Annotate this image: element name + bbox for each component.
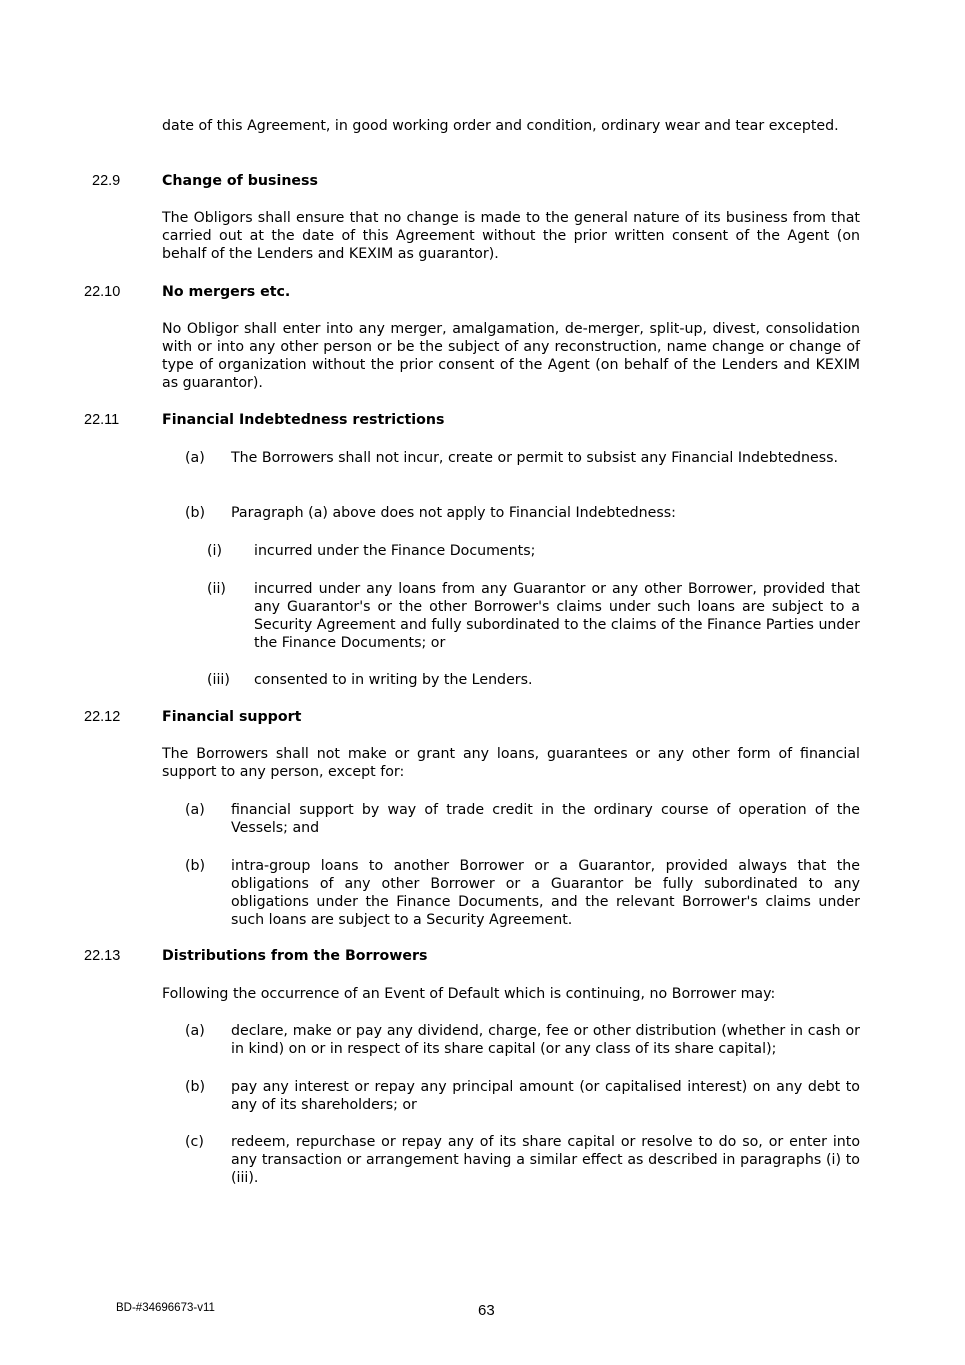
- section-22-11-number: 22.11: [84, 412, 120, 428]
- section-22-12-body: The Borrowers shall not make or grant any loans, guarantees or any other form of financial support to any person, except for:: [162, 746, 860, 780]
- section-22-9-body: The Obligors shall ensure that no change is made to the general nature of its business from that carried out at the date of this Agreement without the prior written consent of the Agent (on behalf of the Lenders and KEXIM as guarantor).: [162, 210, 860, 262]
- section-22-13-c-text: redeem, repurchase or repay any of its share capital or resolve to do so, or enter into any transaction or arrangement having a similar effect as described in paragraphs (i) to (iii).: [231, 1134, 860, 1186]
- section-22-11-iii-label: (iii): [207, 672, 230, 688]
- section-22-11-i-label: (i): [207, 543, 223, 559]
- section-22-11-a-label: (a): [185, 450, 205, 466]
- intro-paragraph: date of this Agreement, in good working order and condition, ordinary wear and tear excepted.: [162, 118, 839, 134]
- section-22-11-a-text: The Borrowers shall not incur, create or permit to subsist any Financial Indebtedness.: [231, 450, 839, 466]
- section-22-12-heading: Financial support: [162, 709, 302, 725]
- footer-page-number: 63: [478, 1302, 495, 1319]
- section-22-12-a-text: financial support by way of trade credit in the ordinary course of operation of the Vessels; and: [231, 802, 860, 836]
- section-22-12-b-text: intra-group loans to another Borrower or a Guarantor, provided always that the obligations of any other Borrower or a Guarantor be fully subordinated to any obligations under the Finance Documents, and the relevant Borrower's claims under such loans are subject to a Security Agreement.: [231, 858, 860, 928]
- section-22-13-b-text: pay any interest or repay any principal amount (or capitalised interest) on any debt to any of its shareholders; or: [231, 1079, 860, 1113]
- section-22-13-a-text: declare, make or pay any dividend, charge, fee or other distribution (whether in cash or in kind) on or in respect of its share capital (or any class of its share capital);: [231, 1023, 860, 1057]
- section-22-13-number: 22.13: [84, 948, 121, 964]
- section-22-11-b-label: (b): [185, 505, 206, 521]
- section-22-11-ii-label: (ii): [207, 581, 226, 597]
- section-22-10-number: 22.10: [84, 284, 121, 300]
- section-22-11-iii-text: consented to in writing by the Lenders.: [254, 672, 533, 688]
- section-22-9-number: 22.9: [92, 173, 121, 189]
- section-22-13-heading: Distributions from the Borrowers: [162, 948, 428, 964]
- section-22-9-heading: Change of business: [162, 173, 318, 189]
- section-22-11-ii-text: incurred under any loans from any Guarantor or any other Borrower, provided that any Guarantor's or the other Borrower's claims under such loans are subject to a Security Agreement and fully subordinated to the claims of the Finance Parties under the Finance Documents; or: [254, 581, 860, 651]
- section-22-13-a-label: (a): [185, 1023, 205, 1039]
- section-22-12-b-label: (b): [185, 858, 206, 874]
- footer-document-reference: BD-#34696673-v11: [116, 1302, 215, 1314]
- section-22-11-i-text: incurred under the Finance Documents;: [254, 543, 536, 559]
- section-22-11-heading: Financial Indebtedness restrictions: [162, 412, 445, 428]
- section-22-12-a-label: (a): [185, 802, 205, 818]
- section-22-12-number: 22.12: [84, 709, 121, 725]
- section-22-10-body: No Obligor shall enter into any merger, amalgamation, de-merger, split-up, divest, consolidation with or into any other person or be the subject of any reconstruction, name change or change of type of organization without the prior consent of the Agent (on behalf of the Lenders and KEXIM as guarantor).: [162, 321, 860, 391]
- section-22-13-b-label: (b): [185, 1079, 206, 1095]
- section-22-11-b-text: Paragraph (a) above does not apply to Financial Indebtedness:: [231, 505, 676, 521]
- section-22-13-body: Following the occurrence of an Event of Default which is continuing, no Borrower may:: [162, 986, 776, 1002]
- section-22-10-heading: No mergers etc.: [162, 284, 291, 300]
- section-22-13-c-label: (c): [185, 1134, 204, 1150]
